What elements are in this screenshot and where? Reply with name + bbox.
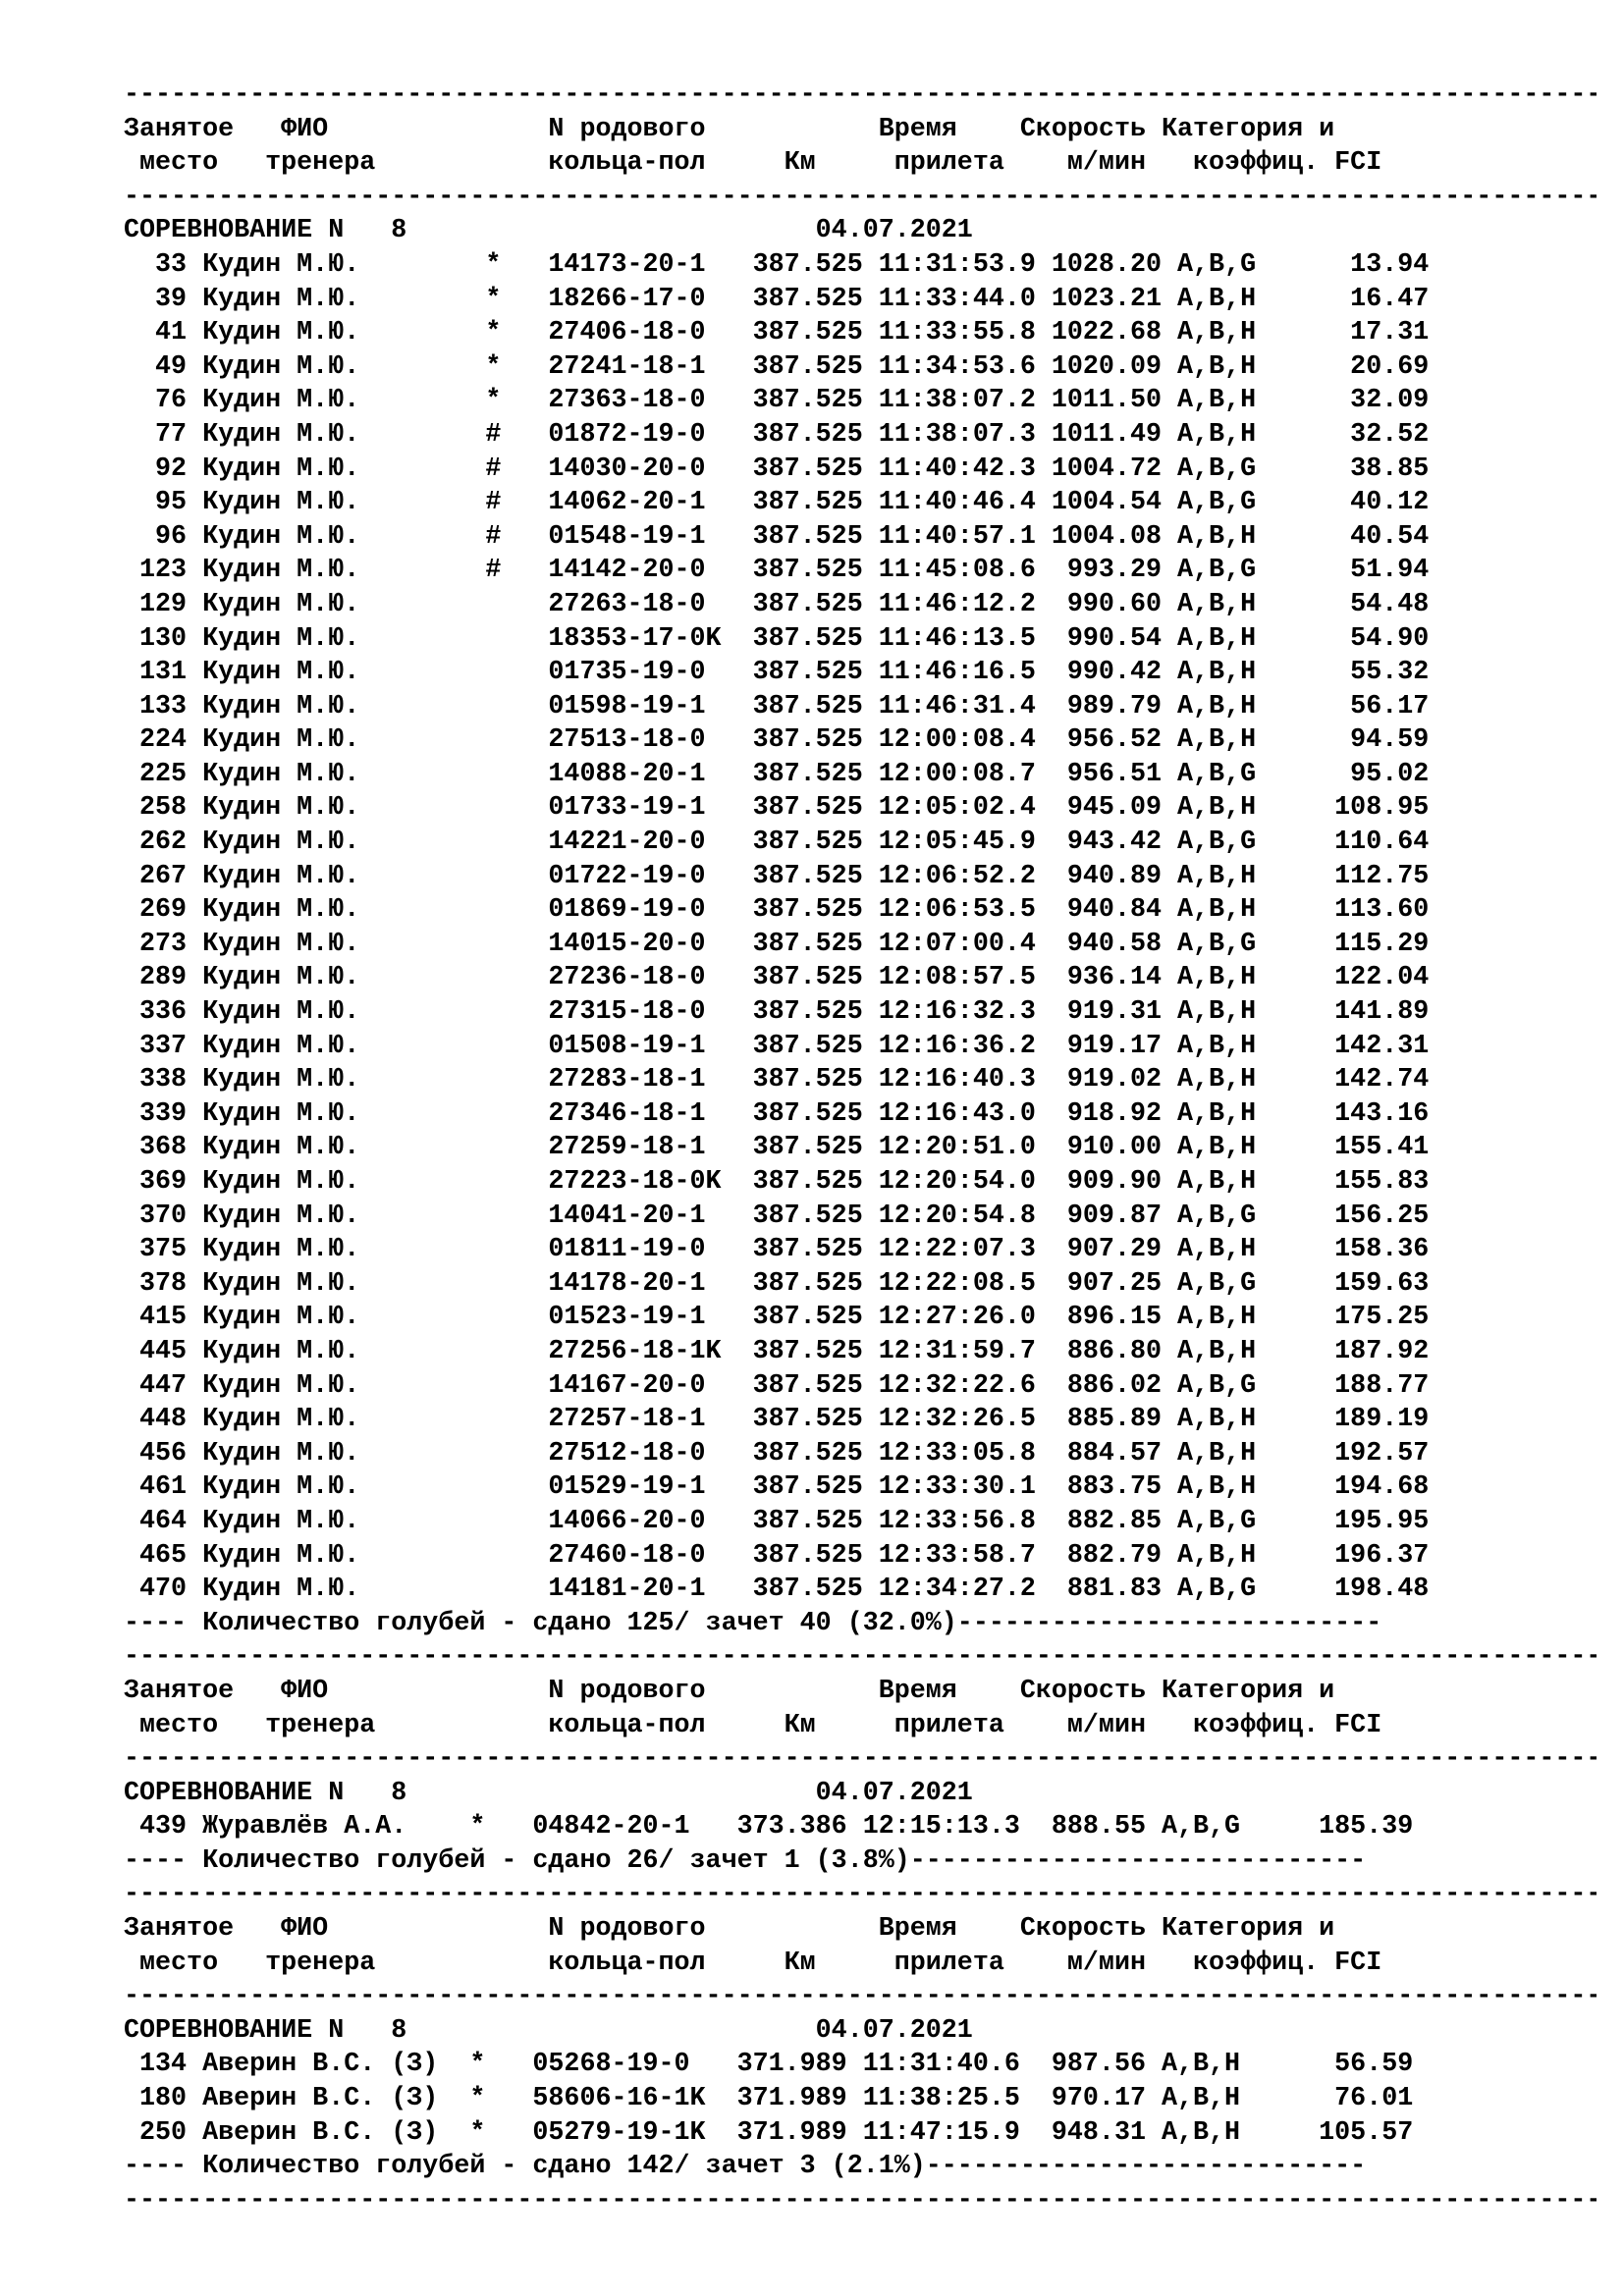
result-row: 439 Журавлёв А.А. * 04842-20-1 373.386 12:15:13.3 888.55 A,B,G 185.39 [124,1812,1414,1842]
section-summary: ---- Количество голубей - сдано 26/ зачет 1 (3.8%)----------------------------- [124,1845,1367,1876]
section-summary: ---- Количество голубей - сдано 142/ зачет 3 (2.1%)---------------------------- [124,2152,1367,2182]
result-row: 289 Кудин М.Ю. 27236-18-0 387.525 12:08:57.5 936.14 A,B,H 122.04 [124,963,1430,993]
result-row: 262 Кудин М.Ю. 14221-20-0 387.525 12:05:45.9 943.42 A,B,G 110.64 [124,828,1430,858]
result-row: 465 Кудин М.Ю. 27460-18-0 387.525 12:33:58.7 882.79 A,B,H 196.37 [124,1540,1430,1571]
result-row: 267 Кудин М.Ю. 01722-19-0 387.525 12:06:52.2 940.89 A,B,H 112.75 [124,861,1430,891]
result-row: 130 Кудин М.Ю. 18353-17-0K 387.525 11:46:13.5 990.54 A,B,H 54.90 [124,623,1430,654]
result-row: 338 Кудин М.Ю. 27283-18-1 387.525 12:16:40.3 919.02 A,B,H 142.74 [124,1065,1430,1095]
result-row: 76 Кудин М.Ю. * 27363-18-0 387.525 11:38:07.2 1011.50 A,B,H 32.09 [124,386,1430,416]
race-results-sheet [124,79,1597,2217]
divider-line [124,1742,1597,1777]
result-row: 131 Кудин М.Ю. 01735-19-0 387.525 11:46:16.5 990.42 A,B,H 55.32 [124,658,1430,688]
result-row: 273 Кудин М.Ю. 14015-20-0 387.525 12:07:00.4 940.58 A,B,G 115.29 [124,929,1430,959]
result-row: 224 Кудин М.Ю. 27513-18-0 387.525 12:00:08.4 956.52 A,B,H 94.59 [124,725,1430,756]
column-header-line-1: Занятое ФИО N родового Время Скорость Категория и [124,1914,1335,1945]
result-row: 336 Кудин М.Ю. 27315-18-0 387.525 12:16:32.3 919.31 A,B,H 141.89 [124,997,1430,1028]
result-row: 95 Кудин М.Ю. # 14062-20-1 387.525 11:40:46.4 1004.54 A,B,G 40.12 [124,488,1430,518]
result-row: 258 Кудин М.Ю. 01733-19-1 387.525 12:05:02.4 945.09 A,B,H 108.95 [124,793,1430,824]
divider-line [124,2184,1597,2218]
divider-line [124,181,1597,215]
divider-line [124,1640,1597,1675]
result-row: 134 Аверин В.С. (З) * 05268-19-0 371.989 11:31:40.6 987.56 A,B,H 56.59 [124,2050,1414,2080]
result-row: 464 Кудин М.Ю. 14066-20-0 387.525 12:33:56.8 882.85 A,B,G 195.95 [124,1506,1430,1536]
result-row: 415 Кудин М.Ю. 01523-19-1 387.525 12:27:26.0 896.15 A,B,H 175.25 [124,1303,1430,1333]
competition-title: СОРЕВНОВАНИЕ N 8 04.07.2021 [124,1778,973,1808]
result-row: 337 Кудин М.Ю. 01508-19-1 387.525 12:16:36.2 919.17 A,B,H 142.31 [124,1031,1430,1061]
competition-title: СОРЕВНОВАНИЕ N 8 04.07.2021 [124,2015,973,2046]
result-row: 461 Кудин М.Ю. 01529-19-1 387.525 12:33:30.1 883.75 A,B,H 194.68 [124,1472,1430,1503]
result-row: 92 Кудин М.Ю. # 14030-20-0 387.525 11:40:42.3 1004.72 A,B,G 38.85 [124,454,1430,484]
result-row: 448 Кудин М.Ю. 27257-18-1 387.525 12:32:26.5 885.89 A,B,H 189.19 [124,1405,1430,1435]
result-row: 39 Кудин М.Ю. * 18266-17-0 387.525 11:33:44.0 1023.21 A,B,H 16.47 [124,284,1430,314]
result-row: 447 Кудин М.Ю. 14167-20-0 387.525 12:32:22.6 886.02 A,B,G 188.77 [124,1370,1430,1401]
result-row: 269 Кудин М.Ю. 01869-19-0 387.525 12:06:53.5 940.84 A,B,H 113.60 [124,895,1430,926]
result-row: 339 Кудин М.Ю. 27346-18-1 387.525 12:16:43.0 918.92 A,B,H 143.16 [124,1098,1430,1129]
column-header-line-2: место тренера кольца-пол Км прилета м/мин коэффиц. FCI [124,1710,1382,1740]
result-row: 133 Кудин М.Ю. 01598-19-1 387.525 11:46:31.4 989.79 A,B,H 56.17 [124,691,1430,721]
result-row: 368 Кудин М.Ю. 27259-18-1 387.525 12:20:51.0 910.00 A,B,H 155.41 [124,1133,1430,1163]
divider-line [124,79,1597,113]
result-row: 445 Кудин М.Ю. 27256-18-1K 387.525 12:31:59.7 886.80 A,B,H 187.92 [124,1336,1430,1366]
column-header-line-2: место тренера кольца-пол Км прилета м/мин коэффиц. FCI [124,1948,1382,1978]
result-row: 180 Аверин В.С. (З) * 58606-16-1K 371.989 11:38:25.5 970.17 A,B,H 76.01 [124,2084,1414,2114]
divider-line [124,1878,1597,1912]
result-row: 123 Кудин М.Ю. # 14142-20-0 387.525 11:45:08.6 993.29 A,B,G 51.94 [124,556,1430,586]
result-row: 41 Кудин М.Ю. * 27406-18-0 387.525 11:33:55.8 1022.68 A,B,H 17.31 [124,318,1430,348]
result-row: 77 Кудин М.Ю. # 01872-19-0 387.525 11:38:07.3 1011.49 A,B,H 32.52 [124,419,1430,450]
result-row: 33 Кудин М.Ю. * 14173-20-1 387.525 11:31:53.9 1028.20 A,B,G 13.94 [124,249,1430,280]
result-row: 250 Аверин В.С. (З) * 05279-19-1K 371.989 11:47:15.9 948.31 A,B,H 105.57 [124,2117,1414,2148]
result-row: 49 Кудин М.Ю. * 27241-18-1 387.525 11:34:53.6 1020.09 A,B,H 20.69 [124,351,1430,382]
competition-title: СОРЕВНОВАНИЕ N 8 04.07.2021 [124,216,973,246]
divider-line [124,1980,1597,2014]
result-row: 369 Кудин М.Ю. 27223-18-0K 387.525 12:20:54.0 909.90 A,B,H 155.83 [124,1167,1430,1197]
result-row: 129 Кудин М.Ю. 27263-18-0 387.525 11:46:12.2 990.60 A,B,H 54.48 [124,589,1430,619]
result-row: 370 Кудин М.Ю. 14041-20-1 387.525 12:20:54.8 909.87 A,B,G 156.25 [124,1201,1430,1231]
result-row: 470 Кудин М.Ю. 14181-20-1 387.525 12:34:27.2 881.83 A,B,G 198.48 [124,1575,1430,1605]
result-row: 378 Кудин М.Ю. 14178-20-1 387.525 12:22:08.5 907.25 A,B,G 159.63 [124,1268,1430,1299]
result-row: 456 Кудин М.Ю. 27512-18-0 387.525 12:33:05.8 884.57 A,B,H 192.57 [124,1438,1430,1468]
column-header-line-1: Занятое ФИО N родового Время Скорость Категория и [124,114,1335,144]
result-row: 375 Кудин М.Ю. 01811-19-0 387.525 12:22:07.3 907.29 A,B,H 158.36 [124,1235,1430,1265]
section-summary: ---- Количество голубей - сдано 125/ зачет 40 (32.0%)--------------------------- [124,1608,1382,1638]
result-row: 96 Кудин М.Ю. # 01548-19-1 387.525 11:40:57.1 1004.08 A,B,H 40.54 [124,521,1430,552]
result-row: 225 Кудин М.Ю. 14088-20-1 387.525 12:00:08.7 956.51 A,B,G 95.02 [124,759,1430,789]
column-header-line-2: место тренера кольца-пол Км прилета м/мин коэффиц. FCI [124,148,1382,179]
column-header-line-1: Занятое ФИО N родового Время Скорость Категория и [124,1676,1335,1706]
